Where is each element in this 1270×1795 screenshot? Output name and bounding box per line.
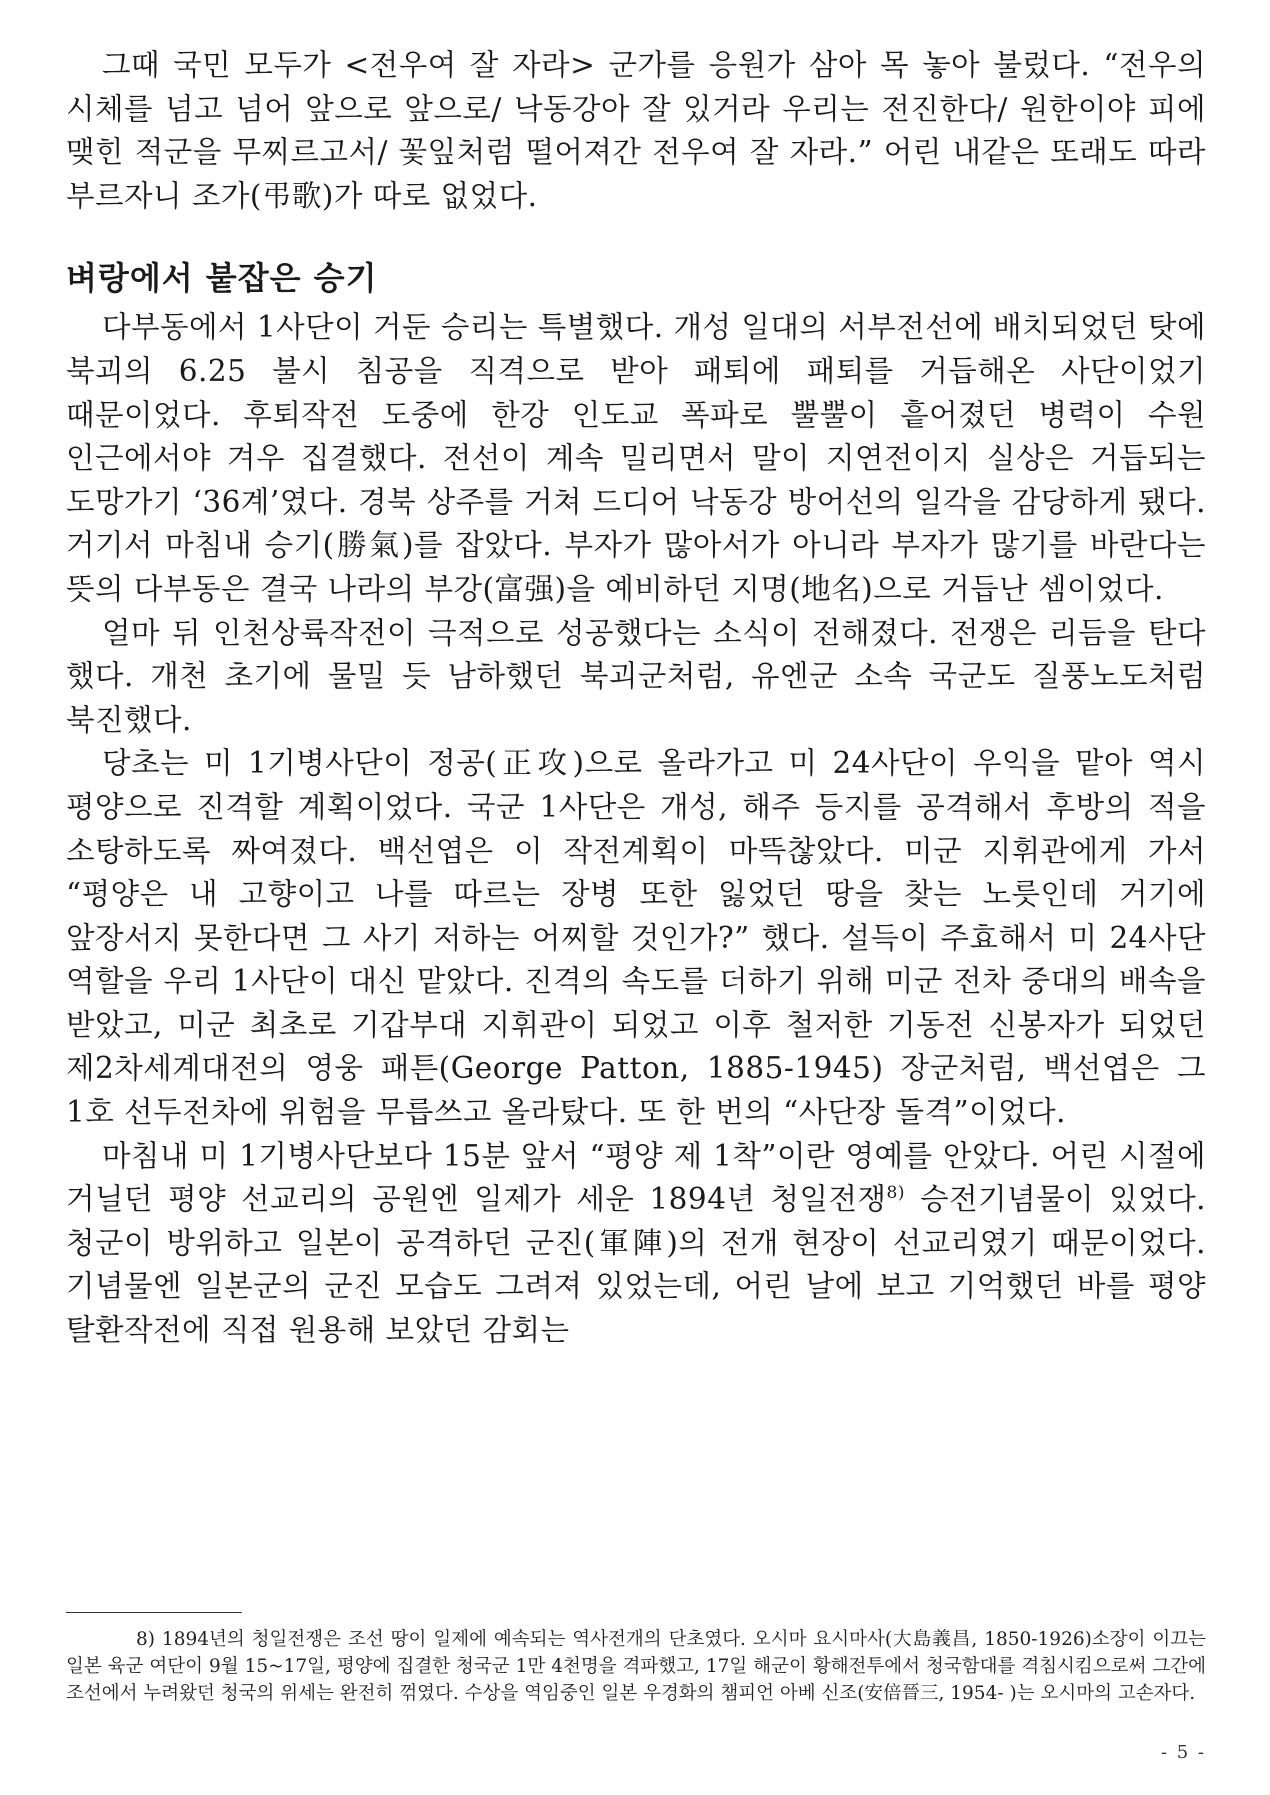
body-paragraph-2: 얼마 뒤 인천상륙작전이 극적으로 성공했다는 소식이 전해졌다. 전쟁은 리듬을 탄다 했다. 개천 초기에 물밀 듯 남하했던 북괴군처럼, 유엔군 소속 국군도 질풍노도처럼 북진했다.: [66, 615, 1206, 737]
body-paragraph-4: [66, 1135, 1206, 1353]
paragraph-text-before-note: 마침내 미 1기병사단보다 15분 앞서 “평양 제 1착”이란 영예를 안았다. 어린 시절에 거닐던 평양 선교리의 공원엔 일제가 세운 1894년 청일전쟁: [66, 1138, 1206, 1217]
page-number: - 5 -: [1160, 1742, 1206, 1763]
footnote-marker[interactable]: 8): [886, 1183, 905, 1204]
intro-paragraph: 그때 국민 모두가 <전우여 잘 자라> 군가를 응원가 삼아 목 놓아 불렀다. “전우의 시체를 넘고 넘어 앞으로 앞으로/ 낙동강아 잘 있거라 우리는 전진한다/ 원한이야 피에 맺힌 적군을 무찌르고서/ 꽃잎처럼 떨어져간 전우여 잘 자라.” 어린 내같은 또래도 따라 부르자니 조가(弔歌)가 따로 없었다.: [66, 48, 1206, 213]
paragraph-text-after-note: 승전기념물이 있었다. 청군이 방위하고 일본이 공격하던 군진(軍陣)의 전개 현장이 선교리였기 때문이었다. 기념물엔 일본군의 군진 모습도 그려져 있었는데, 어린 날에 보고 기억했던 바를 평양 탈환작전에 직접 원용해 보았던 감회는: [66, 1182, 1207, 1348]
footnote: 8) 1894년의 청일전쟁은 조선 땅이 일제에 예속되는 역사전개의 단초였다. 오시마 요시마사(大島義昌, 1850-1926)소장이 이끄는 일본 육군 여단이 9월 15~17일, 평양에 집결한 청국군 1만 4천명을 격파했고, 17일 해군이 황해전투에서 청국함대를 격침시킴으로써 그간에 조선에서 누려왔던 청국의 위세는 완전히 꺾였다. 수상을 역임중인 일본 우경화의 챔피언 아베 신조(安倍晉三, 1954- )는 오시마의 고손자다.: [66, 1629, 1206, 1704]
body-paragraph-1: 다부동에서 1사단이 거둔 승리는 특별했다. 개성 일대의 서부전선에 배치되었던 탓에 북괴의 6.25 불시 침공을 직격으로 받아 패퇴에 패퇴를 거듭해온 사단이었기 때문이었다. 후퇴작전 도중에 한강 인도교 폭파로 뿔뿔이 흩어졌던 병력이 수원 인근에서야 겨우 집결했다. 전선이 계속 밀리면서 말이 지연전이지 실상은 거듭되는 도망가기 ‘36계’였다. 경북 상주를 거쳐 드디어 낙동강 방어선의 일각을 감당하게 됐다. 거기서 마침내 승기(勝氣)를 잡았다. 부자가 많아서가 아니라 부자가 많기를 바란다는 뜻의 다부동은 결국 나라의 부강(富强)을 예비하던 지명(地名)으로 거듭난 셈이었다.: [66, 310, 1206, 606]
footnote-divider: [66, 1612, 242, 1613]
page-body: [66, 44, 1206, 1353]
section-heading: 벼랑에서 붙잡은 승기: [66, 259, 378, 298]
body-paragraph-3: 당초는 미 1기병사단이 정공(正攻)으로 올라가고 미 24사단이 우익을 맡아 역시 평양으로 진격할 계획이었다. 국군 1사단은 개성, 해주 등지를 공격해서 후방의 적을 소탕하도록 짜여졌다. 백선엽은 이 작전계획이 마뜩찮았다. 미군 지휘관에게 가서 “평양은 내 고향이고 나를 따르는 장병 또한 잃었던 땅을 찾는 노릇인데 거기에 앞장서지 못한다면 그 사기 저하는 어찌할 것인가?” 했다. 설득이 주효해서 미 24사단 역할을 우리 1사단이 대신 맡았다. 진격의 속도를 더하기 위해 미군 전차 중대의 배속을 받았고, 미군 최초로 기갑부대 지휘관이 되었고 이후 철저한 기동전 신봉자가 되었던 제2차세계대전의 영웅 패튼(George Patton, 1885-1945) 장군처럼, 백선엽은 그 1호 선두전차에 위험을 무릅쓰고 올라탔다. 또 한 번의 “사단장 돌격”이었다.: [66, 746, 1206, 1130]
